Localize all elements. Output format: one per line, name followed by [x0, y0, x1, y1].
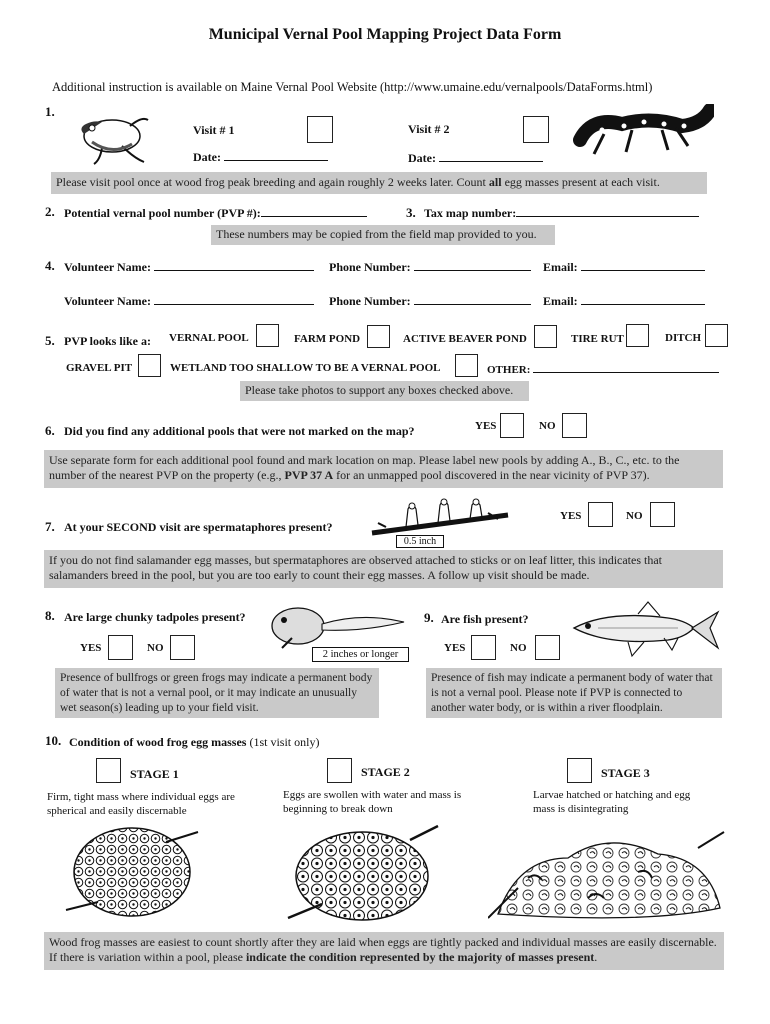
option-beaver-pond-checkbox[interactable]	[534, 325, 557, 348]
visit2-date[interactable]: Date:	[408, 151, 543, 166]
option-gravel-pit-label: GRAVEL PIT	[66, 362, 133, 374]
q7-label: At your SECOND visit are spermataphores present?	[64, 520, 333, 534]
option-ditch-checkbox[interactable]	[705, 324, 728, 347]
q9-yes-label: YES	[444, 642, 466, 654]
q8-note: Presence of bullfrogs or green frogs may indicate a permanent body of water that is not a vernal pool, or it may indicate an unusually wet season(s) leading up to your field visit.	[55, 668, 379, 718]
stage3-label: STAGE 3	[601, 766, 650, 780]
q7-no-checkbox[interactable]	[650, 502, 675, 527]
visit1-label: Visit # 1	[193, 123, 235, 137]
stage3-description: Larvae hatched or hatching and egg mass is disintegrating	[533, 789, 691, 815]
q3-number: 3.	[406, 205, 416, 220]
q9-label: Are fish present?	[441, 612, 529, 626]
stage3-egg-mass-illustration	[488, 818, 728, 926]
q6-yes-label: YES	[475, 420, 497, 432]
pvp-number-field[interactable]: Potential vernal pool number (PVP #):	[64, 206, 367, 221]
stage2-checkbox[interactable]	[327, 758, 352, 783]
visit2-label: Visit # 2	[408, 122, 450, 136]
option-tire-rut-label: TIRE RUT	[571, 333, 624, 345]
option-vernal-pool-label: VERNAL POOL	[169, 332, 249, 344]
q8-yes-checkbox[interactable]	[108, 635, 133, 660]
q4-number: 4.	[45, 258, 55, 273]
q5-label: PVP looks like a:	[64, 334, 152, 348]
q10-number: 10.	[45, 733, 62, 748]
q8-yes-label: YES	[80, 642, 102, 654]
tadpole-illustration	[262, 598, 408, 650]
fish-illustration	[568, 598, 722, 662]
q9-note: Presence of fish may indicate a permanent body of water that is not a vernal pool. Please note if PVP is connected to another water body, or is within a river floodplain.	[426, 668, 722, 718]
q9-number: 9.	[424, 610, 434, 625]
q8-label: Are large chunky tadpoles present?	[64, 610, 246, 624]
q9-no-label: NO	[510, 642, 527, 654]
q10-note: Wood frog masses are easiest to count shortly after they are laid when eggs are tightly packed and individual masses are easily discernable. If there is variation within a pool, please indicate the condition represented by the majority of masses present.	[44, 932, 724, 970]
option-wetland-checkbox[interactable]	[455, 354, 478, 377]
volunteer-name-field-2[interactable]: Volunteer Name:	[64, 294, 314, 309]
q8-scale-label: 2 inches or longer	[312, 647, 409, 662]
option-farm-pond-label: FARM POND	[294, 333, 361, 345]
option-beaver-pond-label: ACTIVE BEAVER POND	[403, 333, 527, 345]
q8-number: 8.	[45, 608, 55, 623]
q9-yes-checkbox[interactable]	[471, 635, 496, 660]
q9-no-checkbox[interactable]	[535, 635, 560, 660]
email-field-1[interactable]: Email:	[543, 260, 705, 275]
salamander-illustration	[572, 104, 714, 162]
q6-number: 6.	[45, 423, 55, 438]
q1-number: 1.	[45, 104, 55, 119]
option-wetland-label: WETLAND TOO SHALLOW TO BE A VERNAL POOL	[170, 362, 441, 374]
q5-number: 5.	[45, 333, 55, 348]
option-tire-rut-checkbox[interactable]	[626, 324, 649, 347]
q8-no-checkbox[interactable]	[170, 635, 195, 660]
q7-scale-label: 0.5 inch	[396, 535, 444, 548]
q7-yes-label: YES	[560, 510, 582, 522]
stage2-description: Eggs are swollen with water and mass is beginning to break down	[283, 789, 462, 815]
wood-frog-illustration	[72, 106, 152, 168]
q8-no-label: NO	[147, 642, 164, 654]
phone-field-1[interactable]: Phone Number:	[329, 260, 531, 275]
spermatophore-illustration	[368, 493, 518, 539]
volunteer-name-field-1[interactable]: Volunteer Name:	[64, 260, 314, 275]
q7-note: If you do not find salamander egg masses, but spermataphores are observed attached to sticks or on leaf litter, this indicates that salamanders breed in the pool, but you are too early to count their egg masses. A follow up visit should be made.	[44, 550, 723, 588]
stage1-description: Firm, tight mass where individual eggs are spherical and easily discernable	[47, 791, 235, 817]
visit2-checkbox[interactable]	[523, 116, 549, 143]
q6-yes-checkbox[interactable]	[500, 413, 524, 438]
q1-note: Please visit pool once at wood frog peak breeding and again roughly 2 weeks later. Count all egg masses present at each visit.	[51, 172, 707, 194]
stage2-egg-mass-illustration	[282, 818, 442, 926]
stage2-label: STAGE 2	[361, 765, 410, 779]
option-gravel-pit-checkbox[interactable]	[138, 354, 161, 377]
visit1-checkbox[interactable]	[307, 116, 333, 143]
tax-map-field[interactable]: Tax map number:	[424, 206, 699, 221]
q6-label: Did you find any additional pools that were not marked on the map?	[64, 424, 415, 438]
page-title: Municipal Vernal Pool Mapping Project Data Form	[208, 26, 562, 43]
q2-q3-note: These numbers may be copied from the field map provided to you.	[211, 225, 555, 245]
option-farm-pond-checkbox[interactable]	[367, 325, 390, 348]
q6-no-label: NO	[539, 420, 556, 432]
option-ditch-label: DITCH	[665, 332, 702, 344]
q6-note: Use separate form for each additional pool found and mark location on map. Please label new pools by adding A., B., C., etc. to the number of the nearest PVP on the property (e.g., PVP 37 A for an unmapped pool discovered in the near vicinity of PVP 37).	[44, 450, 723, 488]
q10-label: Condition of wood frog egg masses (1st visit only)	[69, 735, 320, 749]
stage1-checkbox[interactable]	[96, 758, 121, 783]
q7-number: 7.	[45, 519, 55, 534]
q6-no-checkbox[interactable]	[562, 413, 587, 438]
q7-yes-checkbox[interactable]	[588, 502, 613, 527]
q5-note: Please take photos to support any boxes checked above.	[240, 381, 529, 401]
phone-field-2[interactable]: Phone Number:	[329, 294, 531, 309]
email-field-2[interactable]: Email:	[543, 294, 705, 309]
q2-number: 2.	[45, 204, 55, 219]
option-vernal-pool-checkbox[interactable]	[256, 324, 279, 347]
stage1-label: STAGE 1	[130, 767, 179, 781]
instruction-text: Additional instruction is available on Maine Vernal Pool Website (http://www.umaine.edu/vernalpools/DataForms.html)	[52, 80, 653, 94]
visit1-date[interactable]: Date:	[193, 150, 328, 165]
stage3-checkbox[interactable]	[567, 758, 592, 783]
q7-no-label: NO	[626, 510, 643, 522]
option-other-field[interactable]: OTHER:	[487, 362, 719, 376]
stage1-egg-mass-illustration	[62, 822, 202, 922]
